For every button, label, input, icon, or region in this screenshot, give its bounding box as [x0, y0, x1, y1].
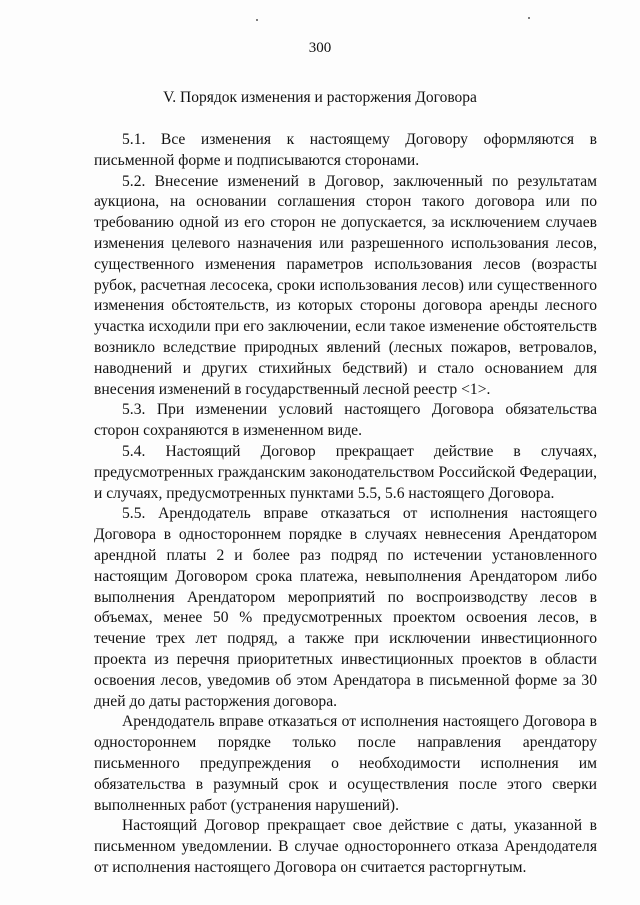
scan-speck — [528, 17, 530, 19]
document-body — [94, 130, 597, 879]
paragraph-5-5: 5.5. Арендодатель вправе отказаться от исполнения настоящего Договора в одностороннем порядке в случаях невнесения Арендатором арендной платы 2 и более раз подряд по истечении установленного настоящим Договором срока платежа, невыполнения Арендатором либо выполнения Арендатором мероприятий по воспроизводству лесов в объемах, менее 50 % предусмотренных проектом освоения лесов, в течение трех лет подряд, а также при исключении инвестиционного проекта из перечня приоритетных инвестиционных проектов в области освоения лесов, уведомив об этом Арендатора в письменной форме за 30 дней до даты расторжения договора. — [94, 505, 597, 710]
page-number: 300 — [308, 40, 332, 56]
paragraph-5-3: 5.3. При изменении условий настоящего Договора обязательства сторон сохраняются в измененном виде. — [94, 401, 597, 440]
paragraph-5-1: 5.1. Все изменения к настоящему Договору оформляются в письменной форме и подписываются сторонами. — [94, 131, 597, 169]
paragraph-lessor-refusal: Арендодатель вправе отказаться от исполнения настоящего Договора в одностороннем порядке только после направления арендатору письменного предупреждения о необходимости исполнения им обязательства в разумный срок и осуществления после этого сверки выполненных работ (устранения нарушений). — [94, 713, 597, 814]
paragraph-5-2: 5.2. Внесение изменений в Договор, заключенный по результатам аукциона, на основании соглашения сторон такого договора или по требованию одной из его сторон не допускается, за исключением случаев изменения целевого назначения или разрешенного использования лесов, существенного изменения параметров использования лесов (возрасты рубок, расчетная лесосека, сроки использования лесов) или существенного изменения обстоятельств, из которых стороны договора аренды лесного участка исходили при его заключении, если такое изменение обстоятельств возникло вследствие природных явлений (лесных пожаров, ветровалов, наводнений и других стихийных бедствий) и стало основанием для внесения изменений в государственный лесной реестр <1>. — [94, 172, 597, 398]
paragraph-termination-notice: Настоящий Договор прекращает свое действие с даты, указанной в письменном уведомлении. В случае одностороннего отказа Арендодателя от исполнения настоящего Договора он считается расторгнутым. — [94, 817, 597, 876]
paragraph-5-4: 5.4. Настоящий Договор прекращает действие в случаях, предусмотренных гражданским законодательством Российской Федерации, и случаях, предусмотренных пунктами 5.5, 5.6 настоящего Договора. — [94, 442, 597, 502]
section-title: V. Порядок изменения и расторжения Договора — [163, 89, 477, 106]
scan-speck — [256, 19, 258, 21]
